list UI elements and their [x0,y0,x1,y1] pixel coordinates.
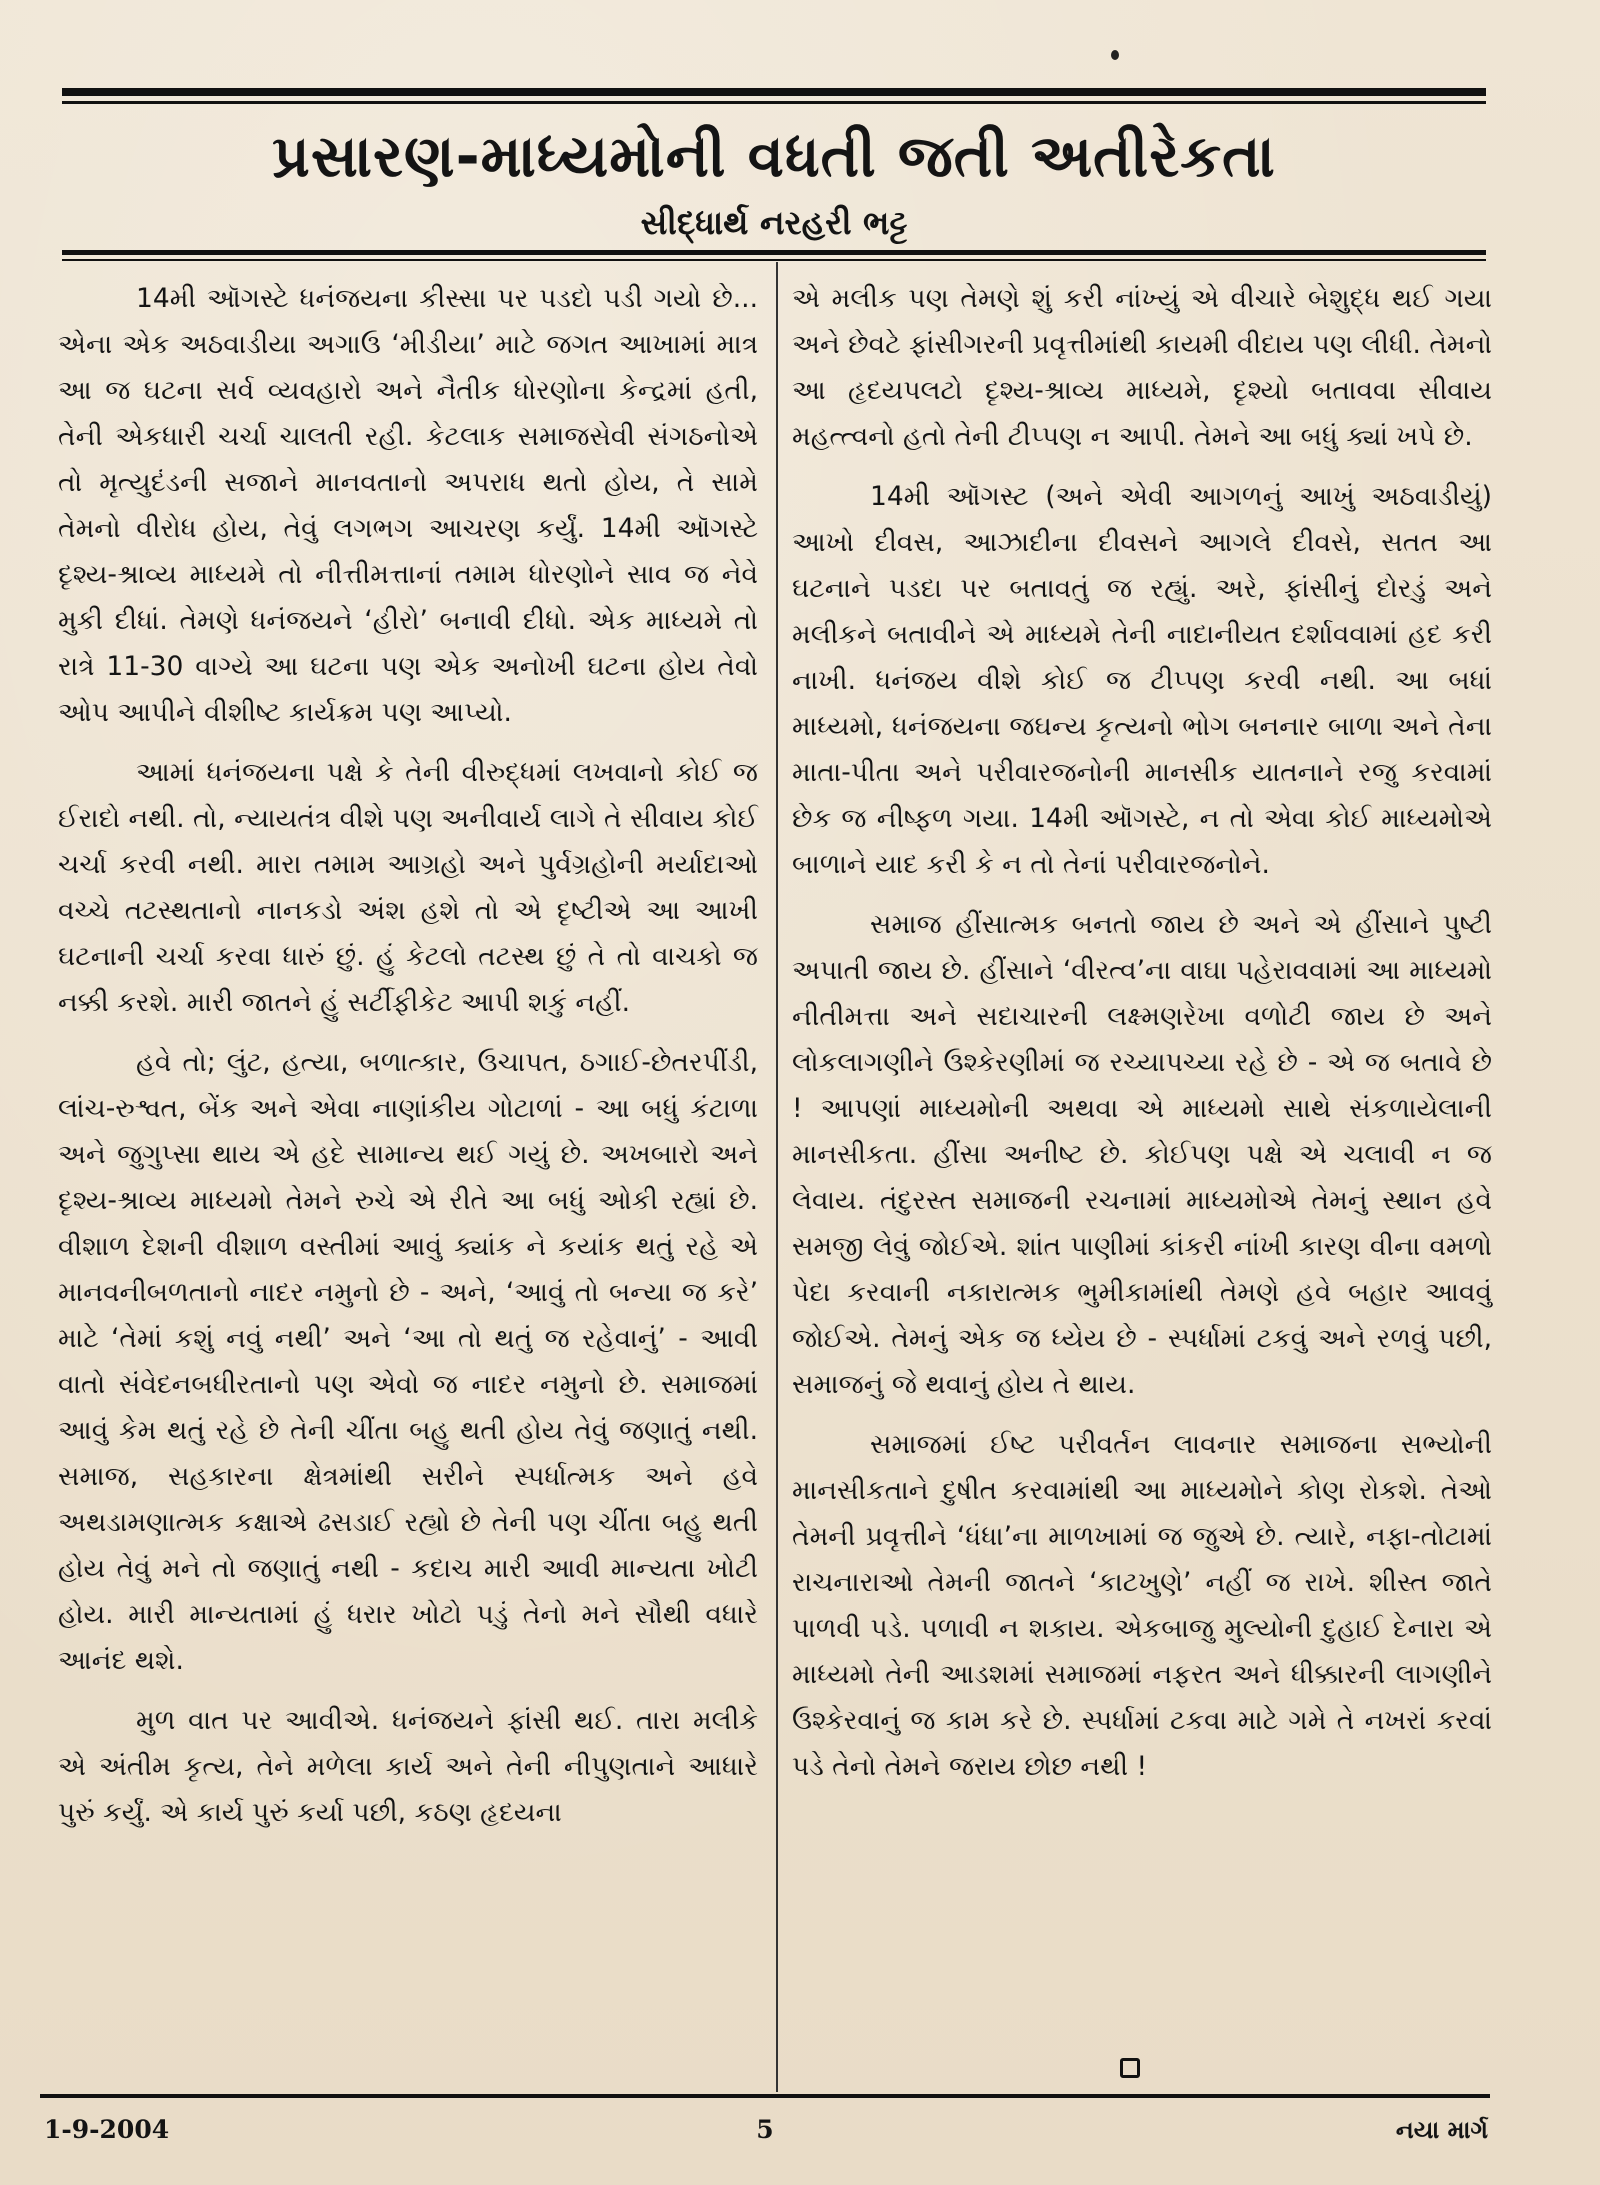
paragraph: સમાજ હીંસાત્મક બનતો જાય છે અને એ હીંસાને પુષ્ટી અપાતી જાય છે. હીંસાને ‘વીરત્વ’ના વાઘા પહેરાવવામાં આ માધ્યમો નીતીમત્તા અને સદાચારની લક્ષ્મણરેખા વળોટી જાય છે અને લોકલાગણીને ઉશ્કેરણીમાં જ રચ્યાપચ્યા રહે છે - એ જ બતાવે છે ! આપણાં માધ્યમોની અથવા એ માધ્યમો સાથે સંકળાયેલાની માનસીકતા. હીંસા અનીષ્ટ છે. કોઈપણ પક્ષે એ ચલાવી ન જ લેવાય. તંદુરસ્ત સમાજની રચનામાં માધ્યમોએ તેમનું સ્થાન હવે સમજી લેવું જોઈએ. શાંત પાણીમાં કાંકરી નાંખી કારણ વીના વમળો પેદા કરવાની નકારાત્મક ભુમીકામાંથી તેમણે હવે બહાર આવવું જોઈએ. તેમનું એક જ ધ્યેય છે - સ્પર્ધામાં ટકવું અને રળવું પછી, સમાજનું જે થવાનું હોય તે થાય. [792,909,1492,1400]
paragraph: એ મલીક પણ તેમણે શું કરી નાંખ્યું એ વીચારે બેશુદ્ધ થઈ ગયા અને છેવટે ફાંસીગરની પ્રવૃત્તીમાંથી કાયમી વીદાય પણ લીધી. તેમનો આ હૃદયપલટો દૃશ્ય-શ્રાવ્ય માધ્યમે, દૃશ્યો બતાવવા સીવાય મહત્ત્વનો હતો તેની ટીપ્પણ ન આપી. તેમને આ બધું ક્યાં ખપે છે. [792,283,1492,452]
byline-rule-thin [62,259,1486,261]
top-rule [62,88,1486,96]
footer-rule [40,2094,1490,2098]
page-number: 5 [756,2115,774,2144]
ink-speck [1111,50,1119,60]
issue-date: 1-9-2004 [44,2115,170,2144]
paragraph: મુળ વાત પર આવીએ. ધનંજયને ફાંસી થઈ. તારા મલીકે એ અંતીમ કૃત્ય, તેને મળેલા કાર્ય અને તેની નીપુણતાને આધારે પુરું કર્યું. એ કાર્ય પુરું કર્યા પછી, કઠણ હૃદયના [58,1705,758,1828]
paragraph: 14મી ઑગસ્ટ (અને એવી આગળનું આખું અઠવાડીયું) આખો દીવસ, આઝાદીના દીવસને આગલે દીવસે, સતત આ ઘટનાને પડદા પર બતાવતું જ રહ્યું. અરે, ફાંસીનું દોરડું અને મલીકને બતાવીને એ માધ્યમે તેની નાદાનીયત દર્શાવવામાં હદ કરી નાખી. ધનંજય વીશે કોઈ જ ટીપ્પણ કરવી નથી. આ બધાં માધ્યમો, ધનંજયના જઘન્ય કૃત્યનો ભોગ બનનાર બાળા અને તેના માતા-પીતા અને પરીવારજનોની માનસીક યાતનાને રજુ કરવામાં છેક જ નીષ્ફળ ગયા. 14મી ઑગસ્ટે, ન તો એવા કોઈ માધ્યમોએ બાળાને યાદ કરી કે ન તો તેનાં પરીવારજનોને. [792,481,1492,880]
top-rule-thin [62,101,1486,104]
byline-rule [62,250,1486,255]
left-column [58,276,758,1836]
magazine-name: નયા માર્ગ [1395,2116,1488,2144]
column-divider [776,262,778,2092]
paragraph: હવે તો; લુંટ, હત્યા, બળાત્કાર, ઉચાપત, ઠગાઈ-છેતરપીંડી, લાંચ-રુશ્વત, બેંક અને એવા નાણાંકીય ગોટાળાં - આ બધું કંટાળા અને જુગુપ્સા થાય એ હદે સામાન્ય થઈ ગયું છે. અખબારો અને દૃશ્ય-શ્રાવ્ય માધ્યમો તેમને રુચે એ રીતે આ બધું ઓકી રહ્યાં છે. વીશાળ દેશની વીશાળ વસ્તીમાં આવું ક્યાંક ને કયાંક થતું રહે એ માનવનીબળતાનો નાદર નમુનો છે - અને, ‘આવું તો બન્યા જ કરે’ માટે ‘તેમાં કશું નવું નથી’ અને ‘આ તો થતું જ રહેવાનું’ - આવી વાતો સંવેદનબધીરતાનો પણ એવો જ નાદર નમુનો છે. સમાજમાં આવું કેમ થતું રહે છે તેની ચીંતા બહુ થતી હોય તેવું જણાતું નથી. સમાજ, સહકારના ક્ષેત્રમાંથી સરીને સ્પર્ધાત્મક અને હવે અથડામણાત્મક કક્ષાએ ઢસડાઈ રહ્યો છે તેની પણ ચીંતા બહુ થતી હોય તેવું મને તો જણાતું નથી - કદાચ મારી આવી માન્યતા ખોટી હોય. મારી માન્યતામાં હું ધરાર ખોટો પડું તેનો મને સૌથી વધારે આનંદ થશે. [58,1047,758,1676]
paragraph: સમાજમાં ઈષ્ટ પરીવર્તન લાવનાર સમાજના સભ્યોની માનસીકતાને દુષીત કરવામાંથી આ માધ્યમોને કોણ રોકશે. તેઓ તેમની પ્રવૃત્તીને ‘ધંધા’ના માળખામાં જ જુએ છે. ત્યારે, નફા-તોટામાં રાચનારાઓ તેમની જાતને ‘કાટખુણે’ નહીં જ રાખે. શીસ્ત જાતે પાળવી પડે. પળાવી ન શકાય. એકબાજુ મુલ્યોની દુહાઈ દેનારા એ માધ્યમો તેની આડશમાં સમાજમાં નફરત અને ધીક્કારની લાગણીને ઉશ્કેરવાનું જ કામ કરે છે. સ્પર્ધામાં ટકવા માટે ગમે તે નખરાં કરવાં પડે તેનો તેમને જરાય છોછ નથી ! [792,1429,1492,1782]
end-of-article-mark [1120,2058,1140,2078]
right-column [792,276,1492,1804]
article-title: પ્રસારણ-માધ્યમોની વધતી જતી અતીરેકતા [272,122,1276,190]
paragraph: આમાં ધનંજયના પક્ષે કે તેની વીરુદ્ધમાં લખવાનો કોઈ જ ઈરાદો નથી. તો, ન્યાયતંત્ર વીશે પણ અનીવાર્ય લાગે તે સીવાય કોઈ ચર્ચા કરવી નથી. મારા તમામ આગ્રહો અને પુર્વગ્રહોની મર્યાદાઓ વચ્ચે તટસ્થતાનો નાનકડો અંશ હશે તો એ દૃષ્ટીએ આ આખી ઘટનાની ચર્ચા કરવા ધારું છું. હું કેટલો તટસ્થ છું તે તો વાચકો જ નક્કી કરશે. મારી જાતને હું સર્ટીફીકેટ આપી શકું નહીં. [58,757,758,1018]
article-author: સીદ્ધાર્થ નરહરી ભટ્ટ [640,203,908,242]
paragraph: 14મી ઑગસ્ટે ધનંજયના કીસ્સા પર પડદો પડી ગયો છે... એના એક અઠવાડીયા અગાઉ ‘મીડીયા’ માટે જગત આખામાં માત્ર આ જ ઘટના સર્વ વ્યવહારો અને નૈતીક ધોરણોના કેન્દ્રમાં હતી, તેની એકધારી ચર્ચા ચાલતી રહી. કેટલાક સમાજસેવી સંગઠનોએ તો મૃત્યુદંડની સજાને માનવતાનો અપરાધ થતો હોય, તે સામે તેમનો વીરોધ હોય, તેવું લગભગ આચરણ કર્યું. 14મી ઑગસ્ટે દૃશ્ય-શ્રાવ્ય માધ્યમે તો નીત્તીમત્તાનાં તમામ ધોરણોને સાવ જ નેવે મુકી દીધાં. તેમણે ધનંજયને ‘હીરો’ બનાવી દીધો. એક માધ્યમે તો રાત્રે 11-30 વાગ્યે આ ઘટના પણ એક અનોખી ઘટના હોય તેવો ઓપ આપીને વીશીષ્ટ કાર્યક્રમ પણ આપ્યો. [58,283,758,728]
